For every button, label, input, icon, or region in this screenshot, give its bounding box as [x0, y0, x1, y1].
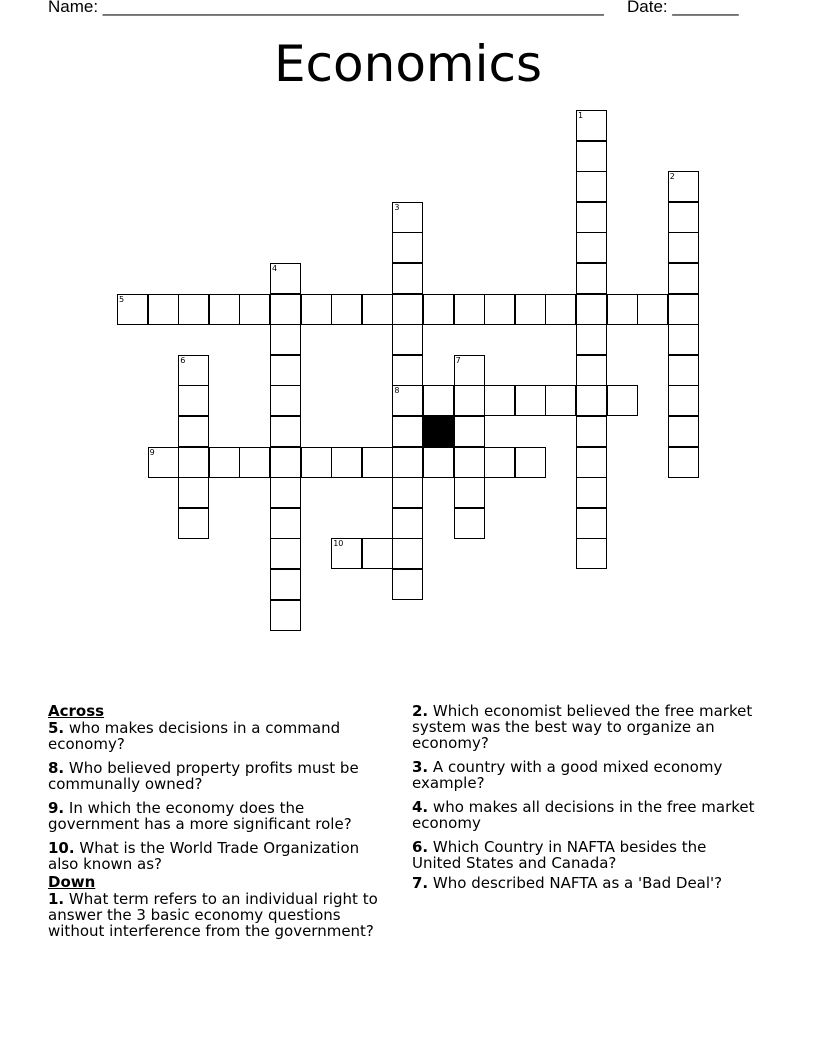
- grid-cell[interactable]: [270, 355, 301, 386]
- grid-cell[interactable]: [668, 416, 699, 447]
- clue-number-label: 7: [455, 355, 461, 365]
- grid-cell[interactable]: [148, 447, 179, 478]
- grid-cell[interactable]: [454, 447, 485, 478]
- grid-cell[interactable]: [331, 294, 362, 325]
- grid-cell[interactable]: [545, 294, 576, 325]
- down-heading: Down: [48, 873, 96, 891]
- grid-cell[interactable]: [576, 355, 607, 386]
- grid-cell[interactable]: [454, 508, 485, 539]
- clue-number: 9.: [48, 799, 65, 817]
- grid-cell[interactable]: [392, 416, 423, 447]
- grid-cell[interactable]: [576, 171, 607, 202]
- down-clue: [412, 839, 757, 871]
- grid-cell[interactable]: [576, 232, 607, 263]
- clue-number: 6.: [412, 838, 429, 856]
- grid-cell[interactable]: [178, 508, 209, 539]
- grid-cell[interactable]: [668, 385, 699, 416]
- grid-cell[interactable]: [392, 447, 423, 478]
- page-title: Economics: [273, 35, 543, 93]
- grid-cell[interactable]: [270, 447, 301, 478]
- grid-cell[interactable]: [423, 294, 454, 325]
- grid-cell[interactable]: [515, 294, 546, 325]
- grid-cell[interactable]: [392, 538, 423, 569]
- clue-number: 8.: [48, 759, 65, 777]
- across-clue: [48, 800, 388, 832]
- clue-number: 5.: [48, 719, 65, 737]
- clue-number-label: 4: [272, 264, 278, 273]
- grid-cell[interactable]: [209, 294, 240, 325]
- grid-cell[interactable]: [576, 508, 607, 539]
- grid-cell[interactable]: [270, 263, 301, 294]
- clue-text: What term refers to an individual right to answer the 3 basic economy questions without interference from the government?: [48, 890, 378, 940]
- grid-cell[interactable]: [576, 385, 607, 416]
- grid-cell[interactable]: [515, 447, 546, 478]
- name-label: Name: _____________________________________________________: [48, 0, 604, 16]
- clue-number-label: 6: [180, 355, 186, 365]
- grid-cell[interactable]: [637, 294, 668, 325]
- grid-cell[interactable]: [178, 477, 209, 508]
- grid-cell[interactable]: [576, 141, 607, 172]
- across-clue: [48, 760, 388, 792]
- grid-cell[interactable]: [576, 263, 607, 294]
- clue-number-label: 9: [149, 447, 155, 457]
- grid-cell[interactable]: [576, 110, 607, 141]
- down-clue: [412, 875, 757, 891]
- grid-cell[interactable]: [392, 294, 423, 325]
- grid-cell[interactable]: [331, 447, 362, 478]
- grid-cell[interactable]: [270, 569, 301, 600]
- grid-cell[interactable]: [607, 294, 638, 325]
- grid-cell[interactable]: [392, 202, 423, 233]
- clue-text: What is the World Trade Organization also known as?: [48, 839, 360, 873]
- grid-cell[interactable]: [454, 416, 485, 447]
- grid-cell[interactable]: [576, 202, 607, 233]
- grid-cell[interactable]: [576, 324, 607, 355]
- grid-cell[interactable]: [239, 294, 270, 325]
- down-clue: [412, 799, 757, 831]
- clue-number: 10.: [48, 839, 75, 857]
- clue-number-label: 5: [119, 294, 125, 304]
- grid-cell[interactable]: [392, 232, 423, 263]
- grid-cell[interactable]: [454, 385, 485, 416]
- clue-text: who makes all decisions in the free market economy: [412, 798, 755, 832]
- grid-cell[interactable]: [301, 294, 332, 325]
- clues-left-column: [48, 703, 388, 947]
- grid-cell[interactable]: [392, 508, 423, 539]
- clue-number: 2.: [412, 702, 429, 720]
- grid-cell[interactable]: [454, 294, 485, 325]
- grid-cell[interactable]: [178, 385, 209, 416]
- grid-cell[interactable]: [270, 477, 301, 508]
- grid-cell[interactable]: [270, 385, 301, 416]
- grid-cell[interactable]: [668, 263, 699, 294]
- grid-cell[interactable]: [301, 447, 332, 478]
- clue-text: In which the economy does the government has a more significant role?: [48, 799, 352, 833]
- down-clue: [48, 891, 388, 939]
- grid-cell[interactable]: [270, 294, 301, 325]
- grid-cell[interactable]: [392, 324, 423, 355]
- down-clue: [412, 759, 757, 791]
- grid-cell[interactable]: [576, 294, 607, 325]
- grid-cell[interactable]: [484, 294, 515, 325]
- down-clue: [412, 703, 757, 751]
- clue-text: Who described NAFTA as a 'Bad Deal'?: [432, 874, 723, 892]
- grid-cell[interactable]: [454, 477, 485, 508]
- grid-cell[interactable]: [270, 508, 301, 539]
- grid-cell[interactable]: [668, 447, 699, 478]
- grid-block: [423, 416, 454, 447]
- clue-number-label: 8: [394, 386, 400, 396]
- clue-number-label: 3: [394, 202, 400, 212]
- clue-number: 1.: [48, 890, 65, 908]
- grid-cell[interactable]: [668, 202, 699, 233]
- grid-cell[interactable]: [607, 385, 638, 416]
- grid-cell[interactable]: [178, 294, 209, 325]
- grid-cell[interactable]: [576, 416, 607, 447]
- grid-cell[interactable]: [392, 355, 423, 386]
- grid-cell[interactable]: [209, 447, 240, 478]
- clue-number: 4.: [412, 798, 429, 816]
- grid-cell[interactable]: [392, 477, 423, 508]
- grid-cell[interactable]: [668, 171, 699, 202]
- clue-text: Which economist believed the free market system was the best way to organize an economy?: [412, 702, 753, 752]
- grid-cell[interactable]: [545, 385, 576, 416]
- clue-text: A country with a good mixed economy example?: [412, 758, 723, 792]
- grid-cell[interactable]: [270, 600, 301, 631]
- grid-cell[interactable]: [484, 447, 515, 478]
- clue-text: who makes decisions in a command economy?: [48, 719, 341, 753]
- clue-number-label: 1: [578, 111, 584, 120]
- grid-cell[interactable]: [668, 232, 699, 263]
- grid-cell[interactable]: [576, 538, 607, 569]
- grid-cell[interactable]: [270, 538, 301, 569]
- across-clue: [48, 720, 388, 752]
- grid-cell[interactable]: [668, 324, 699, 355]
- grid-cell[interactable]: [362, 447, 393, 478]
- grid-cell[interactable]: [423, 385, 454, 416]
- grid-cell[interactable]: [392, 385, 423, 416]
- grid-cell[interactable]: [178, 355, 209, 386]
- grid-cell[interactable]: [484, 385, 515, 416]
- grid-cell[interactable]: [392, 263, 423, 294]
- grid-cell[interactable]: [576, 477, 607, 508]
- grid-cell[interactable]: [117, 294, 148, 325]
- clue-number: 7.: [412, 874, 429, 892]
- grid-cell[interactable]: [392, 569, 423, 600]
- clue-number-label: 10: [333, 539, 344, 549]
- clues-right-column: [412, 703, 757, 899]
- grid-cell[interactable]: [178, 416, 209, 447]
- grid-cell[interactable]: [576, 447, 607, 478]
- grid-cell[interactable]: [239, 447, 270, 478]
- grid-cell[interactable]: [270, 324, 301, 355]
- clue-text: Who believed property profits must be communally owned?: [48, 759, 359, 793]
- grid-cell[interactable]: [178, 447, 209, 478]
- grid-cell[interactable]: [668, 294, 699, 325]
- grid-cell[interactable]: [423, 447, 454, 478]
- grid-cell[interactable]: [454, 355, 485, 386]
- clue-number: 3.: [412, 758, 429, 776]
- grid-cell[interactable]: [515, 385, 546, 416]
- date-label: Date: _______: [627, 0, 739, 16]
- grid-cell[interactable]: [668, 355, 699, 386]
- grid-cell[interactable]: [331, 538, 362, 569]
- grid-cell[interactable]: [148, 294, 179, 325]
- grid-cell[interactable]: [362, 538, 393, 569]
- grid-cell[interactable]: [362, 294, 393, 325]
- clue-text: Which Country in NAFTA besides the United States and Canada?: [412, 838, 707, 872]
- grid-cell[interactable]: [270, 416, 301, 447]
- across-clue: [48, 840, 388, 872]
- across-heading: Across: [48, 702, 105, 720]
- clue-number-label: 2: [669, 172, 675, 182]
